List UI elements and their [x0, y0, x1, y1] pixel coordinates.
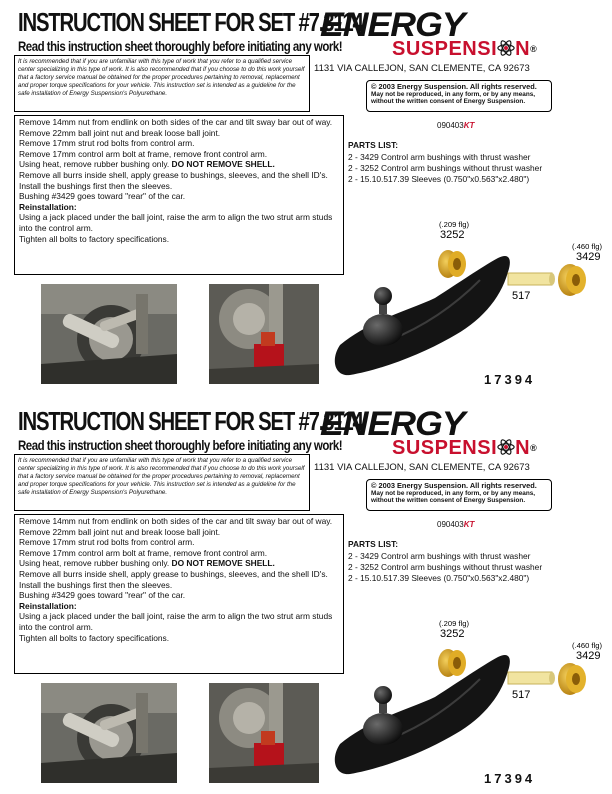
- disclaimer-box: It is recommended that if you are unfamiliar with this type of work that you refer to a qualified service center specializing in this type of work. It is also recommended that if you choose to do this work yourself that a factory service manual be obtained for the proper procedures pertaining to removal, replacement and proper torque specifications for your vehicle. This instruction set is intended as a guideline for the safe installation of Energy Suspension's Polyurethane.: [14, 454, 310, 511]
- instruction-step: Remove 14mm nut from endlink on both sides of the car and tilt sway bar out of way.: [19, 516, 333, 526]
- sheet-title: INSTRUCTION SHEET FOR SET #7.3114: [18, 7, 363, 37]
- instruction-step: Remove 22mm ball joint nut and break loose ball joint.: [19, 127, 221, 138]
- label-3429-dim: (.460 flg): [572, 242, 602, 251]
- parts-list-item: 2 - 3252 Control arm bushings without thrust washer: [348, 561, 543, 572]
- sheet-subtitle: Read this instruction sheet thoroughly before initiating any work!: [18, 437, 343, 453]
- copyright-notice: May not be reproduced, in any form, or by any means, without the written consent of Energy Suspension.: [371, 90, 536, 106]
- instruction-step: Using a jack placed under the ball joint, raise the arm to align the two strut arm studs into the control arm.: [19, 212, 333, 233]
- copyright-line: © 2003 Energy Suspension. All rights reserved.: [371, 82, 537, 91]
- label-517: 517: [512, 290, 531, 302]
- parts-list-title: PARTS LIST:: [348, 140, 399, 150]
- ball-joint: [374, 287, 392, 305]
- instruction-step: Remove 17mm control arm bolt at frame, remove front control arm.: [19, 148, 268, 159]
- control-arm-diagram: [330, 609, 612, 794]
- instruction-step: Remove 22mm ball joint nut and break loose ball joint.: [19, 526, 221, 537]
- copyright-box: [366, 479, 552, 511]
- copyright-box: [366, 80, 552, 112]
- sleeve-517: [508, 273, 552, 285]
- energy-suspension-logo: [320, 8, 580, 64]
- label-3252-dim: (.209 flg): [439, 619, 469, 628]
- jack-photo: [209, 284, 319, 384]
- logo-suspension-part-a: SUSPENSI: [392, 437, 498, 459]
- suspension-photo: [41, 683, 177, 783]
- logo-suspension-text: [392, 437, 537, 459]
- instruction-step: Tighten all bolts to factory specifications.: [19, 233, 170, 244]
- jack-photo: [209, 683, 319, 783]
- registered-icon: ®: [530, 443, 538, 453]
- label-3252-dim: (.209 flg): [439, 220, 469, 229]
- label-517: 517: [512, 689, 531, 701]
- registered-icon: ®: [530, 44, 538, 54]
- document-date-code: 090403: [437, 121, 464, 130]
- instruction-text: Using heat, remove rubber bushing only.: [19, 558, 172, 569]
- suspension-photo: [41, 284, 177, 384]
- label-3252: 3252: [440, 229, 465, 241]
- label-3429: 3429: [576, 251, 601, 263]
- instruction-step: Using a jack placed under the ball joint, raise the arm to align the two strut arm studs into the control arm.: [19, 611, 333, 632]
- parts-list-item: 2 - 15.10.517.39 Sleeves (0.750"x0.563"x2.480"): [348, 173, 530, 184]
- atom-icon: [497, 438, 515, 456]
- label-3252: 3252: [440, 628, 465, 640]
- parts-list-title: PARTS LIST:: [348, 539, 399, 549]
- parts-list-item: 2 - 15.10.517.39 Sleeves (0.750"x0.563"x2.480"): [348, 572, 530, 583]
- instruction-step: Bushing #3429 goes toward "rear" of the car.: [19, 590, 186, 601]
- document-initials: KT: [463, 121, 475, 130]
- label-3429-dim: (.460 flg): [572, 641, 602, 650]
- part-number: 17394: [484, 372, 536, 387]
- instruction-sheet: [0, 399, 612, 791]
- instruction-step: Bushing #3429 goes toward "rear" of the car.: [19, 191, 186, 202]
- logo-suspension-text: [392, 38, 537, 60]
- parts-list-item: 2 - 3429 Control arm bushings with thrust washer: [348, 551, 531, 561]
- instruction-step: Remove all burrs inside shell, apply grease to bushings, sleeves, and the shell ID's. Install the bushings first then the sleeves.: [19, 568, 328, 590]
- instruction-step: Remove 17mm control arm bolt at frame, remove front control arm.: [19, 547, 268, 558]
- disclaimer-box: It is recommended that if you are unfamiliar with this type of work that you refer to a qualified service center specializing in this type of work. It is also recommended that if you choose to do this work yourself that a factory service manual be obtained for the proper procedures pertaining to removal, replacement and proper torque specifications for your vehicle. This instruction set is intended as a guideline for the safe installation of Energy Suspension's Polyurethane.: [14, 55, 310, 112]
- logo-suspension-part-b: N: [515, 38, 531, 60]
- instructions-box: [14, 115, 344, 275]
- instruction-text: Using heat, remove rubber bushing only.: [19, 159, 172, 170]
- ball-joint-boot: [363, 713, 403, 745]
- parts-list: [348, 152, 542, 184]
- ball-joint: [374, 686, 392, 704]
- control-arm: [335, 655, 510, 774]
- parts-list: [348, 551, 542, 583]
- instruction-step: Remove 17mm strut rod bolts from control arm.: [19, 537, 195, 548]
- copyright-line: © 2003 Energy Suspension. All rights reserved.: [371, 481, 537, 490]
- document-date-code: 090403: [437, 520, 464, 529]
- instruction-warning: DO NOT REMOVE SHELL.: [171, 558, 275, 569]
- instruction-step: Remove 14mm nut from endlink on both sides of the car and tilt sway bar out of way.: [19, 117, 333, 127]
- label-3429: 3429: [576, 650, 601, 662]
- sleeve-517: [508, 672, 552, 684]
- document-initials: KT: [463, 520, 475, 529]
- instruction-sheet: [0, 0, 612, 392]
- parts-list-item: 2 - 3429 Control arm bushings with thrust washer: [348, 152, 531, 162]
- atom-icon: [497, 39, 515, 57]
- instruction-step: Remove 17mm strut rod bolts from control arm.: [19, 138, 195, 149]
- instruction-step: [19, 159, 339, 170]
- instruction-warning: DO NOT REMOVE SHELL.: [171, 159, 275, 170]
- instructions-box: [14, 514, 344, 674]
- instruction-step: Remove all burrs inside shell, apply grease to bushings, sleeves, and the shell ID's. Install the bushings first then the sleeves.: [19, 169, 328, 191]
- ball-joint-boot: [363, 314, 403, 346]
- energy-suspension-logo: [320, 407, 580, 463]
- document-number: [437, 520, 474, 529]
- instruction-step: [19, 558, 339, 569]
- parts-list-item: 2 - 3252 Control arm bushings without thrust washer: [348, 162, 543, 173]
- logo-energy-text: ENERGY: [320, 405, 465, 443]
- instruction-step: Tighten all bolts to factory specifications.: [19, 632, 170, 643]
- company-address: 1131 VIA CALLEJON, SAN CLEMENTE, CA 92673: [314, 63, 530, 74]
- sheet-title: INSTRUCTION SHEET FOR SET #7.3114: [18, 406, 363, 436]
- logo-suspension-part-a: SUSPENSI: [392, 38, 498, 60]
- copyright-notice: May not be reproduced, in any form, or by any means, without the written consent of Energy Suspension.: [371, 489, 536, 505]
- company-address: 1131 VIA CALLEJON, SAN CLEMENTE, CA 92673: [314, 462, 530, 473]
- reinstallation-heading: Reinstallation:: [19, 600, 77, 611]
- control-arm-diagram: [330, 210, 612, 395]
- sheet-subtitle: Read this instruction sheet thoroughly before initiating any work!: [18, 38, 343, 54]
- reinstallation-heading: Reinstallation:: [19, 201, 77, 212]
- logo-suspension-part-b: N: [515, 437, 531, 459]
- part-number: 17394: [484, 771, 536, 786]
- logo-energy-text: ENERGY: [320, 6, 465, 44]
- document-number: [437, 121, 474, 130]
- control-arm: [335, 256, 510, 375]
